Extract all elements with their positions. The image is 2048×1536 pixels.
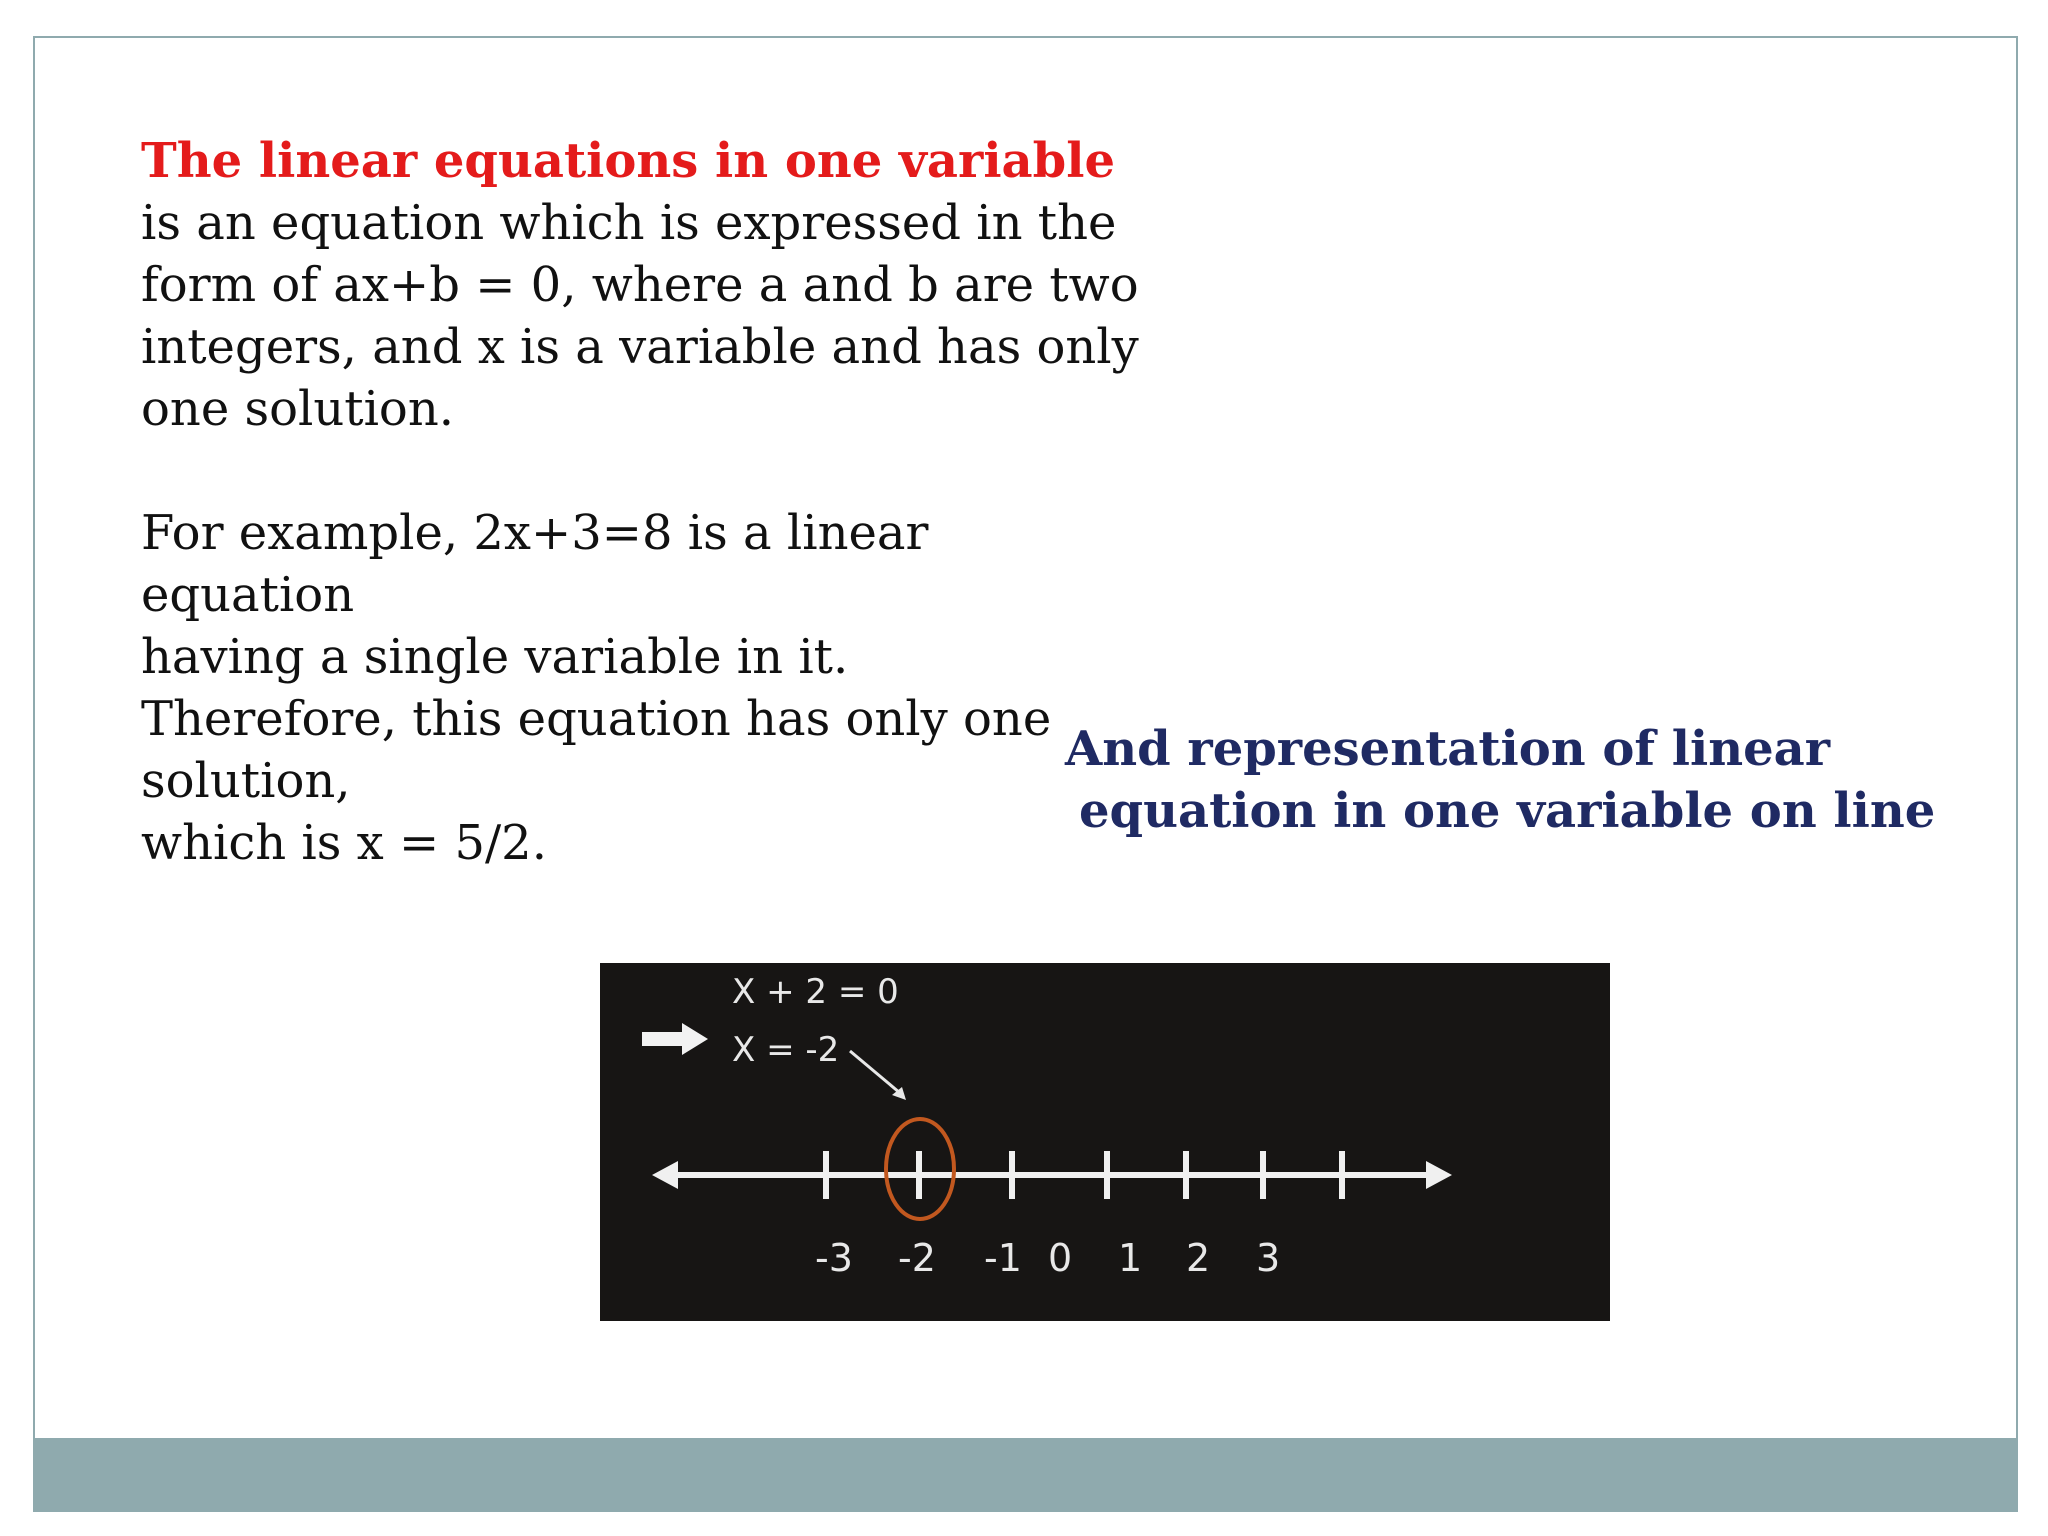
representation-title-line: And representation of linear — [1065, 721, 1831, 777]
tick-label: 0 — [1048, 1236, 1073, 1280]
number-line-axis — [652, 1161, 1452, 1189]
tick-label: -1 — [984, 1236, 1022, 1280]
tick-labels — [815, 1236, 1280, 1280]
example-line: having a single variable in it. — [141, 629, 849, 685]
tick-label: 3 — [1256, 1236, 1281, 1280]
example-line: Therefore, this equation has only one — [141, 691, 1052, 747]
tick-label: 1 — [1118, 1236, 1143, 1280]
right-arrow-icon — [642, 1023, 708, 1055]
slide-heading: The linear equations in one variable — [141, 133, 1115, 189]
example-line: For example, 2x+3=8 is a linear equation — [141, 505, 929, 623]
number-line-svg — [600, 963, 1610, 1321]
definition-line: one solution. — [141, 381, 454, 437]
representation-title-line: equation in one variable on line — [1079, 783, 1936, 839]
definition-line: form of ax+b = 0, where a and b are two — [141, 257, 1139, 313]
footer-bar — [35, 1438, 2016, 1510]
tick-label: -2 — [898, 1236, 936, 1280]
equation-text: X + 2 = 0 — [732, 972, 899, 1012]
representation-title — [1065, 718, 2015, 842]
tick-label: -3 — [815, 1236, 853, 1280]
definition-block — [141, 130, 1141, 874]
tick-label: 2 — [1186, 1236, 1211, 1280]
example-line: which is x = 5/2. — [141, 815, 547, 871]
solution-text: X = -2 — [732, 1030, 840, 1070]
paragraph-gap — [141, 440, 1141, 502]
definition-line: integers, and x is a variable and has only — [141, 319, 1139, 375]
number-line-image — [600, 963, 1610, 1321]
slide-frame — [33, 36, 2018, 1512]
pointer-line — [850, 1051, 906, 1100]
example-line: solution, — [141, 753, 351, 809]
definition-line: is an equation which is expressed in the — [141, 195, 1117, 251]
